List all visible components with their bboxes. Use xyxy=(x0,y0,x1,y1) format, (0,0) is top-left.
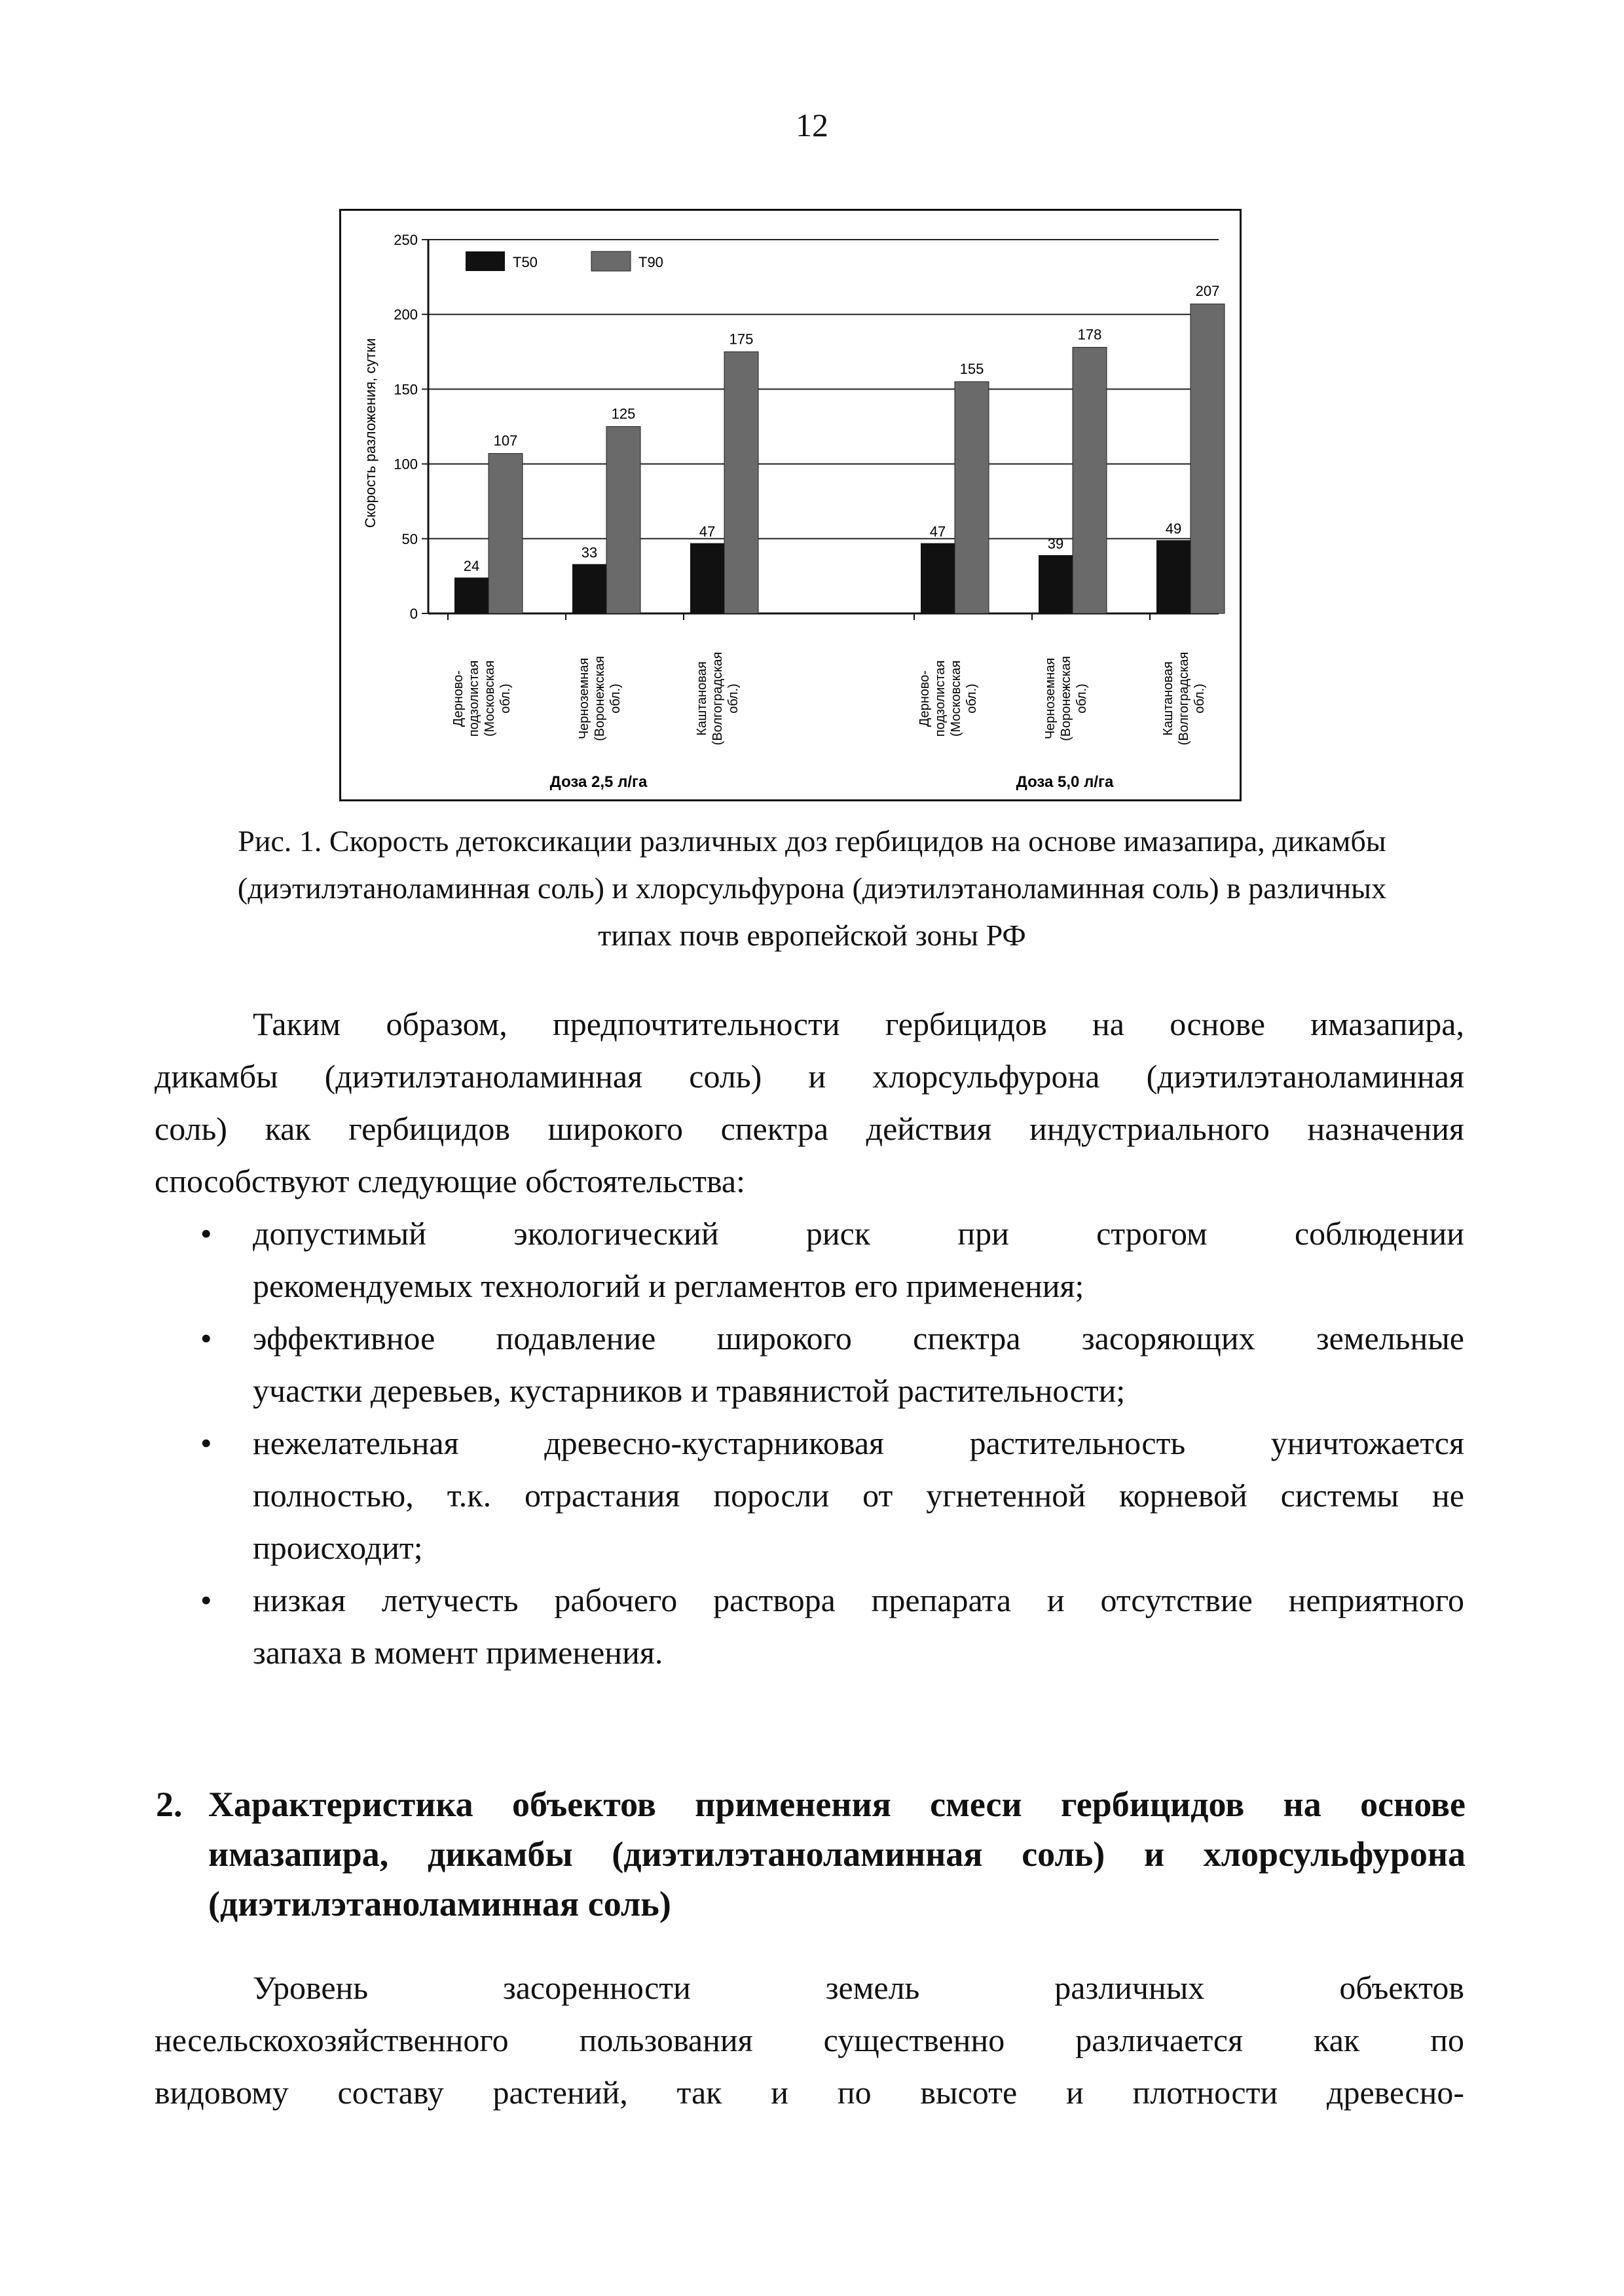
x-tick-label: (Волгоградская xyxy=(710,651,725,746)
x-tick-label: обл.) xyxy=(965,683,979,714)
bullet-line: эффективное подавление широкого спектра засоряющих земельные xyxy=(253,1320,1464,1357)
y-tick-label: 50 xyxy=(401,530,418,547)
bullet-item xyxy=(155,1417,1464,1574)
data-label-t50: 33 xyxy=(581,544,598,561)
bar-t90 xyxy=(1073,347,1107,613)
x-tick-label: обл.) xyxy=(498,683,513,714)
section-number: 2. xyxy=(156,1785,183,1824)
x-tick-label: обл.) xyxy=(608,683,623,714)
data-label-t50: 49 xyxy=(1165,520,1182,538)
bar-t50 xyxy=(1039,555,1073,613)
bullet-line: участки деревьев, кустарников и травянистой растительности; xyxy=(253,1372,1126,1409)
x-tick-label: Дерново- xyxy=(917,670,932,727)
x-tick-label: Черноземная xyxy=(577,657,591,740)
bullet-line: низкая летучесть рабочего раствора препарата и отсутствие неприятного xyxy=(253,1582,1464,1618)
bar-t50 xyxy=(690,543,724,613)
data-label-t90: 207 xyxy=(1195,283,1220,300)
bar-t90 xyxy=(489,454,523,613)
bullet-line: рекомендуемых технологий и регламентов его применения; xyxy=(253,1267,1084,1304)
x-tick-label: обл.) xyxy=(1192,683,1207,714)
data-label-t50: 39 xyxy=(1047,535,1064,552)
x-tick-label: обл.) xyxy=(726,683,741,714)
y-axis-label: Скорость разложения, сутки xyxy=(362,338,378,528)
x-tick-label: подзолистая xyxy=(467,660,481,737)
heading-line: Характеристика объектов применения смеси гербицидов на основе xyxy=(208,1785,1466,1824)
x-tick-label: (Волгоградская xyxy=(1177,651,1191,746)
bar-t50 xyxy=(1156,540,1190,613)
caption-line: Рис. 1. Скорость детоксикации различных доз гербицидов на основе имазапира, дикамбы xyxy=(238,824,1386,858)
bullet-marker: • xyxy=(200,1425,212,1461)
y-tick-label: 0 xyxy=(409,606,418,622)
data-label-t50: 47 xyxy=(699,523,716,540)
paragraph-line: дикамбы (диэтилэтаноламинная соль) и хлорсульфурона (диэтилэтаноламинная xyxy=(155,1058,1464,1095)
x-tick-label: Каштановая xyxy=(695,661,709,736)
group-label: Доза 5,0 л/га xyxy=(1016,773,1114,791)
bar-t90 xyxy=(955,382,989,613)
data-label-t90: 125 xyxy=(611,405,636,422)
caption-line: (диэтилэтаноламинная соль) и хлорсульфурона (диэтилэтаноламинная соль) в различных xyxy=(237,871,1387,905)
bullet-item xyxy=(155,1207,1464,1312)
data-label-t50: 47 xyxy=(929,523,946,540)
bullet-marker: • xyxy=(200,1320,212,1357)
paragraph-line: соль) как гербицидов широкого спектра действия индустриального назначения xyxy=(155,1110,1464,1147)
heading-line: (диэтилэтаноламинная соль) xyxy=(208,1884,671,1923)
bar-t50 xyxy=(454,577,489,613)
bar-t90 xyxy=(724,352,758,613)
bar-chart xyxy=(341,211,1240,799)
paragraph-weediness xyxy=(155,1961,1464,2119)
heading-line: имазапира, дикамбы (диэтилэтаноламинная соль) и хлорсульфурона xyxy=(208,1834,1466,1874)
legend-swatch-t50 xyxy=(466,251,505,271)
x-tick-label: (Московская xyxy=(483,660,497,737)
y-tick-label: 150 xyxy=(394,381,418,398)
legend-label-t50: T50 xyxy=(513,254,538,270)
bar-t90 xyxy=(1190,304,1225,613)
legend-swatch-t90 xyxy=(591,251,631,271)
x-tick-label: подзолистая xyxy=(933,660,948,737)
bullet-item xyxy=(155,1312,1464,1417)
bullet-line: полностью, т.к. отрастания поросли от угнетенной корневой системы не xyxy=(253,1477,1464,1514)
caption-line: типах почв европейской зоны РФ xyxy=(598,919,1026,952)
paragraph-conclusion xyxy=(155,998,1464,1207)
paragraph-line: несельскохозяйственного пользования существенно различается как по xyxy=(155,2022,1464,2058)
paragraph-line: Уровень засоренности земель различных объектов xyxy=(253,1969,1464,2006)
bar-t50 xyxy=(572,564,606,613)
chart-frame xyxy=(339,209,1242,801)
data-label-t90: 107 xyxy=(493,432,518,449)
x-tick-label: (Воронежская xyxy=(593,656,607,741)
bar-t90 xyxy=(606,427,640,614)
bullet-marker: • xyxy=(200,1582,212,1618)
x-tick-label: (Воронежская xyxy=(1059,656,1073,741)
data-label-t50: 24 xyxy=(463,558,480,575)
x-tick-label: Черноземная xyxy=(1043,657,1058,740)
paragraph-line: способствуют следующие обстоятельства: xyxy=(155,1163,745,1199)
data-label-t90: 175 xyxy=(729,331,754,348)
data-label-t90: 178 xyxy=(1077,326,1102,343)
y-tick-label: 200 xyxy=(394,306,418,323)
figure-caption xyxy=(164,818,1460,959)
paragraph-line: Таким образом, предпочтительности гербицидов на основе имазапира, xyxy=(253,1006,1464,1042)
section-heading xyxy=(156,1779,1466,1929)
bullet-line: происходит; xyxy=(253,1529,423,1566)
bullet-line: допустимый экологический риск при строгом соблюдении xyxy=(253,1215,1464,1252)
x-tick-label: (Московская xyxy=(949,660,963,737)
bullet-marker: • xyxy=(200,1215,212,1252)
bullet-line: нежелательная древесно-кустарниковая растительность уничтожается xyxy=(253,1425,1464,1461)
paragraph-line: видовому составу растений, так и по высоте и плотности древесно- xyxy=(155,2074,1464,2111)
y-tick-label: 250 xyxy=(394,232,418,248)
group-label: Доза 2,5 л/га xyxy=(549,773,648,791)
bullet-item xyxy=(155,1574,1464,1679)
bullet-line: запаха в момент применения. xyxy=(253,1634,663,1671)
x-tick-label: обл.) xyxy=(1075,683,1089,714)
y-tick-label: 100 xyxy=(394,456,418,473)
x-tick-label: Каштановая xyxy=(1161,661,1175,736)
page-number: 12 xyxy=(796,107,828,143)
bullet-list xyxy=(155,1207,1464,1679)
data-label-t90: 155 xyxy=(959,360,984,377)
legend-label-t90: T90 xyxy=(638,254,663,270)
x-tick-label: Дерново- xyxy=(451,670,466,727)
bar-t50 xyxy=(921,543,955,613)
